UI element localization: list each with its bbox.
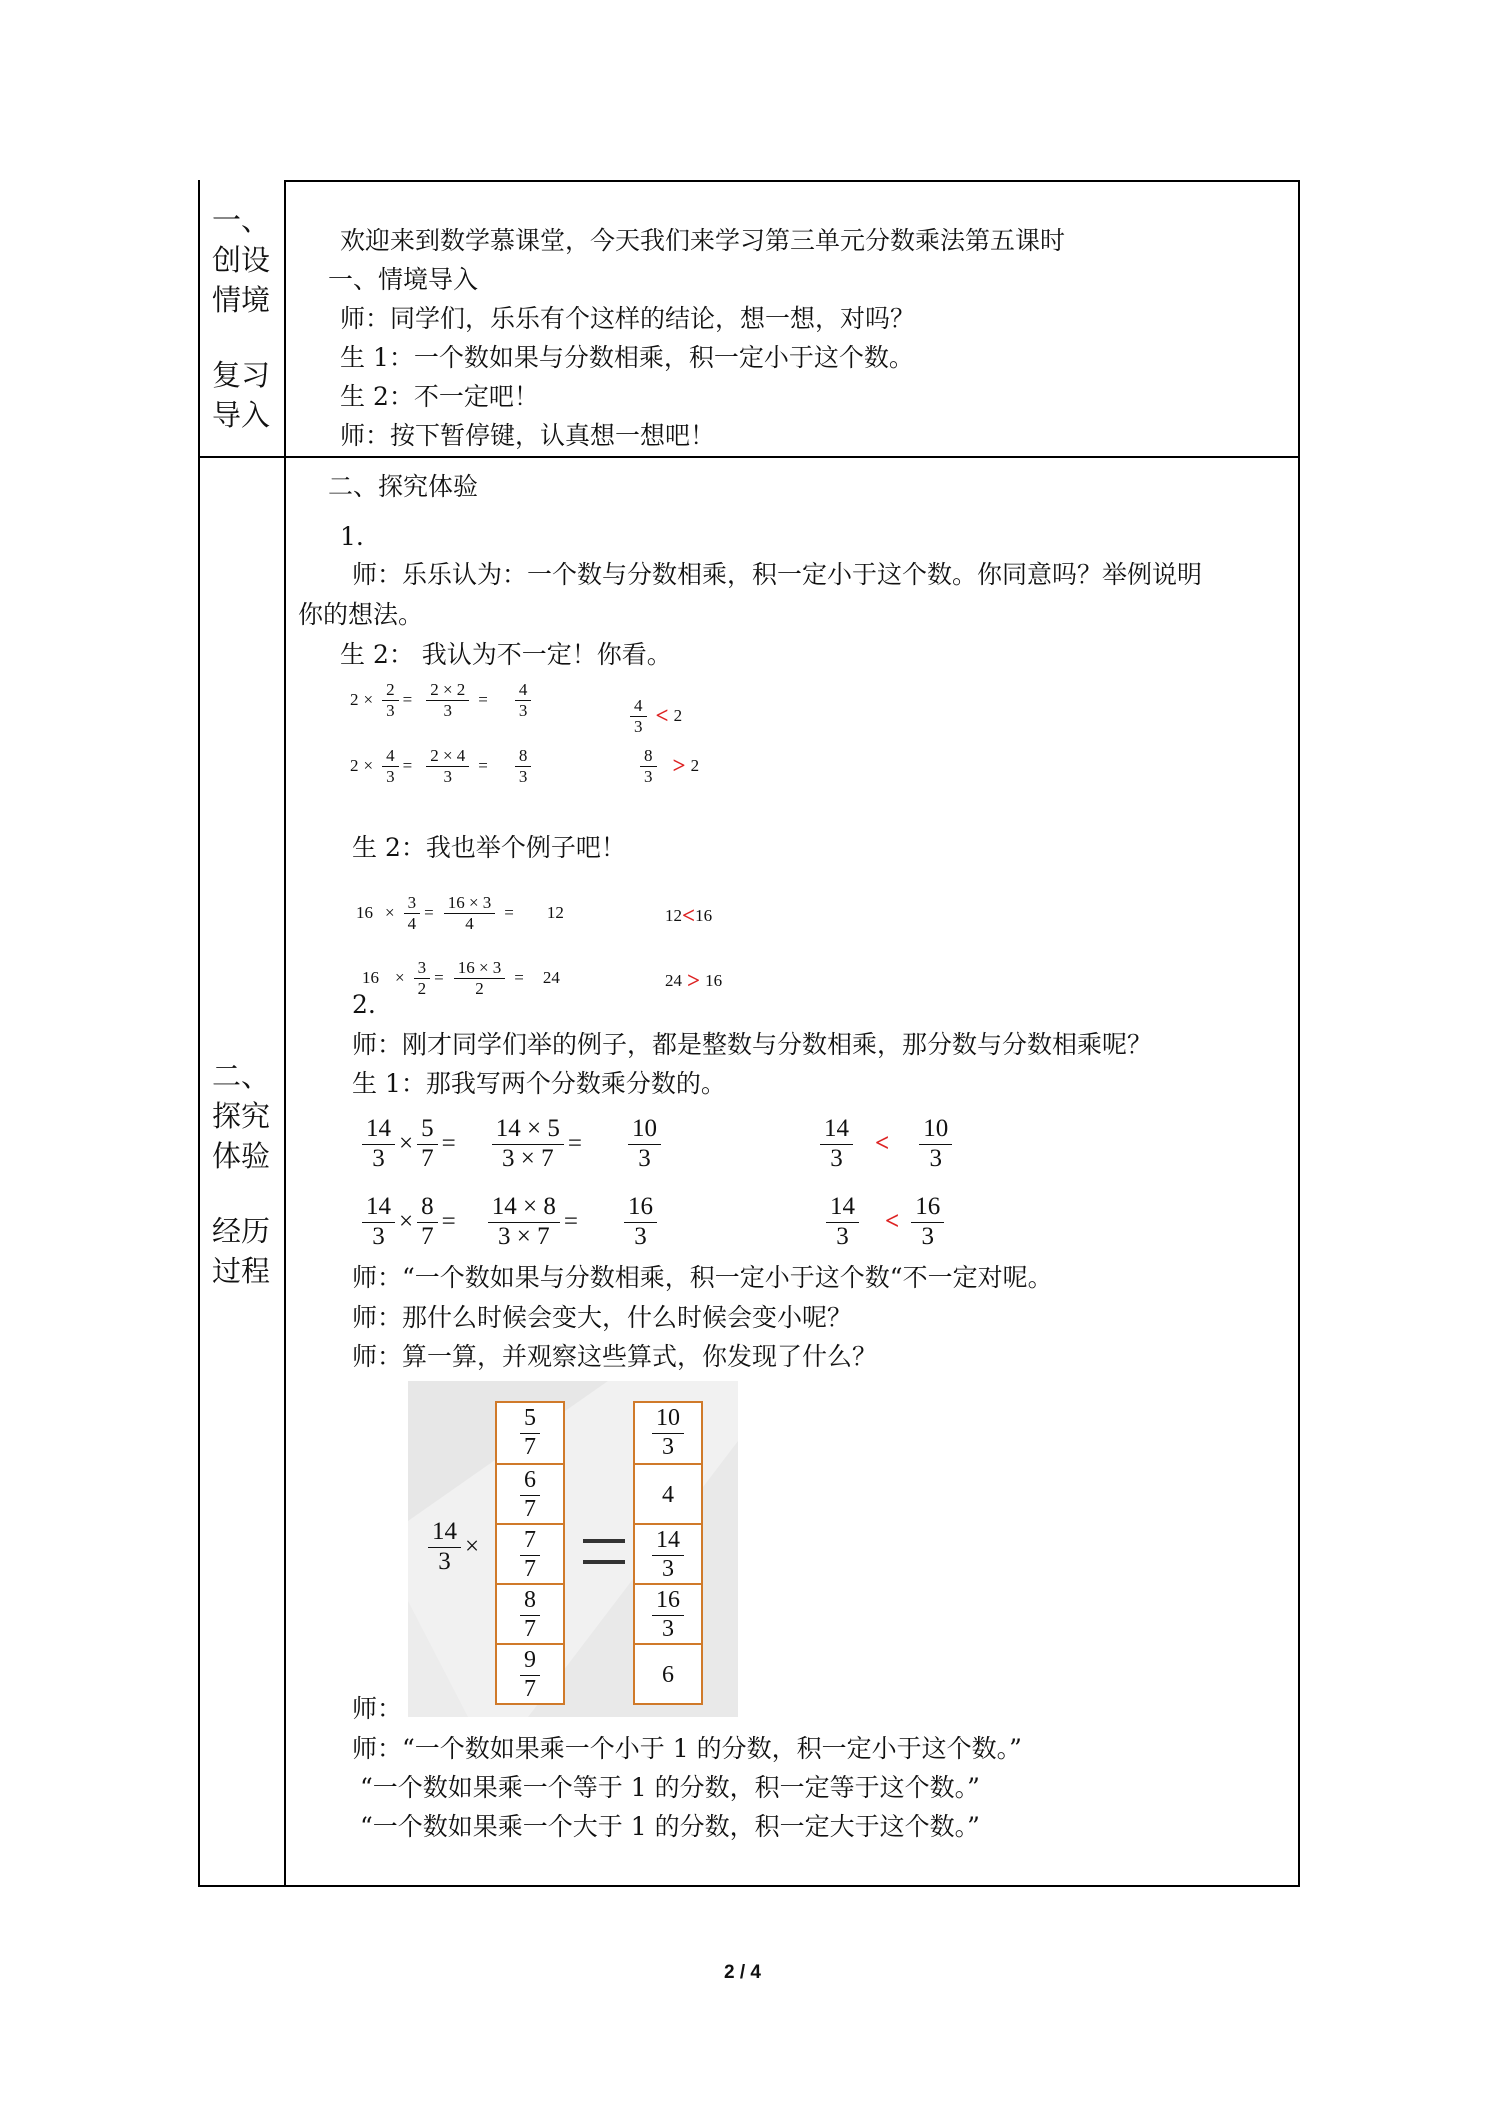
row1-label-line: 情境 [212, 283, 271, 317]
fraction-cell: 14 3 [635, 1523, 701, 1585]
table-top-border [286, 180, 1300, 182]
row2-label-line: 探究 [212, 1099, 271, 1133]
right-fraction-column [633, 1401, 703, 1705]
equation-row: 2 × 2 3 = 2 × 2 3 = 4 3 [350, 680, 535, 720]
conclusion-line: “一个数如果乘一个大于 1 的分数，积一定大于这个数。” [360, 1812, 980, 1841]
question-line: 师：刚才同学们举的例子，都是整数与分数相乘，那分数与分数相乘呢？ [352, 1030, 1153, 1059]
equals-sign [583, 1539, 625, 1564]
comparison: 24 > 16 [665, 968, 723, 993]
fraction-cell: 4 [635, 1463, 701, 1525]
comparison: 8 3 > 2 [636, 746, 699, 786]
conclusion-line: “一个数如果乘一个等于 1 的分数，积一定等于这个数。” [360, 1773, 980, 1802]
left-fraction-column [495, 1401, 565, 1705]
intro-line: 欢迎来到数学慕课堂，今天我们来学习第三单元分数乘法第五课时 [340, 226, 1066, 255]
row2-label-line: 二、 [212, 1059, 271, 1093]
comparison: 14 3 < 10 3 [816, 1115, 956, 1174]
dialog-line: 师：算一算，并观察这些算式，你发现了什么？ [352, 1342, 878, 1371]
row1-label-line: 一、 [212, 203, 271, 237]
fraction-cell: 6 7 [497, 1463, 563, 1525]
page-number: 2 / 4 [724, 1962, 761, 1983]
column-divider [284, 180, 286, 1887]
table-bottom-border [198, 1885, 1300, 1887]
dialog-line: 师：同学们，乐乐有个这样的结论，想一想，对吗？ [340, 304, 916, 333]
fraction-cell: 10 3 [635, 1403, 701, 1463]
dialog-line: 生 1：那我写两个分数乘分数的。 [352, 1069, 726, 1098]
equation-row: 16 × 3 4 = 16 × 3 4 = 12 [356, 893, 564, 933]
row1-label [212, 200, 270, 435]
comparison: 12 < 16 [665, 903, 713, 928]
equation-row: 16 × 3 2 = 16 × 3 2 = 24 [362, 958, 560, 998]
question-line: 师：乐乐认为：一个数与分数相乘，积一定小于这个数。你同意吗？举例说明 [352, 560, 1203, 589]
fraction-cell: 8 7 [497, 1583, 563, 1645]
dialog-line: 生 2： 我认为不一定！你看。 [340, 640, 672, 669]
dialog-line: 师：按下暂停键，认真想一想吧！ [340, 421, 716, 450]
conclusion-line: 师：“一个数如果乘一个小于 1 的分数，积一定小于这个数。” [352, 1734, 1022, 1763]
fraction-cell: 7 7 [497, 1523, 563, 1585]
row2-label-line: 经历 [212, 1214, 271, 1248]
item-number: 2. [352, 990, 376, 1019]
fraction-cell: 5 7 [497, 1403, 563, 1463]
row1-label-line [212, 320, 270, 355]
equation-row: 14 3 × 5 7 = 14 × 5 3 × 7 = 10 3 [358, 1115, 665, 1174]
fraction-cell: 6 [635, 1643, 701, 1705]
row-divider [198, 456, 1300, 458]
row1-label-line: 创设 [212, 243, 271, 277]
row2-label-line: 过程 [212, 1254, 271, 1288]
fraction-cell: 9 7 [497, 1643, 563, 1705]
equation-row: 14 3 × 8 7 = 14 × 8 3 × 7 = 16 3 [358, 1193, 661, 1252]
figure-multiplicand: 14 3 × [424, 1518, 479, 1577]
dialog-line: 生 2：不一定吧！ [340, 382, 539, 411]
row2-label [212, 1056, 270, 1291]
row2-label-line [212, 1176, 270, 1211]
section-heading: 二、探究体验 [328, 472, 479, 501]
table-left-border [198, 180, 200, 1887]
comparison: 14 3 < 16 3 [822, 1193, 948, 1252]
row1-label-line: 复习 [212, 358, 271, 392]
dialog-line: 师：“一个数如果与分数相乘，积一定小于这个数“不一定对呢。 [352, 1263, 1053, 1292]
equation-row: 2 × 4 3 = 2 × 4 3 = 8 3 [350, 746, 535, 786]
dialog-line: 师：那什么时候会变大，什么时候会变小呢？ [352, 1303, 853, 1332]
item-number: 1. [340, 522, 364, 551]
table-right-border [1298, 180, 1300, 1887]
fraction-cell: 16 3 [635, 1583, 701, 1645]
row1-label-line: 导入 [212, 398, 271, 432]
question-line: 你的想法。 [298, 600, 424, 629]
section-heading: 一、情境导入 [328, 265, 479, 294]
dialog-line: 生 1：一个数如果与分数相乘，积一定小于这个数。 [340, 343, 914, 372]
comparison: 4 3 < 2 [626, 696, 682, 736]
dialog-line: 师： [352, 1694, 403, 1723]
fraction-figure [408, 1381, 738, 1717]
row2-label-line: 体验 [212, 1139, 271, 1173]
dialog-line: 生 2：我也举个例子吧！ [352, 833, 626, 862]
